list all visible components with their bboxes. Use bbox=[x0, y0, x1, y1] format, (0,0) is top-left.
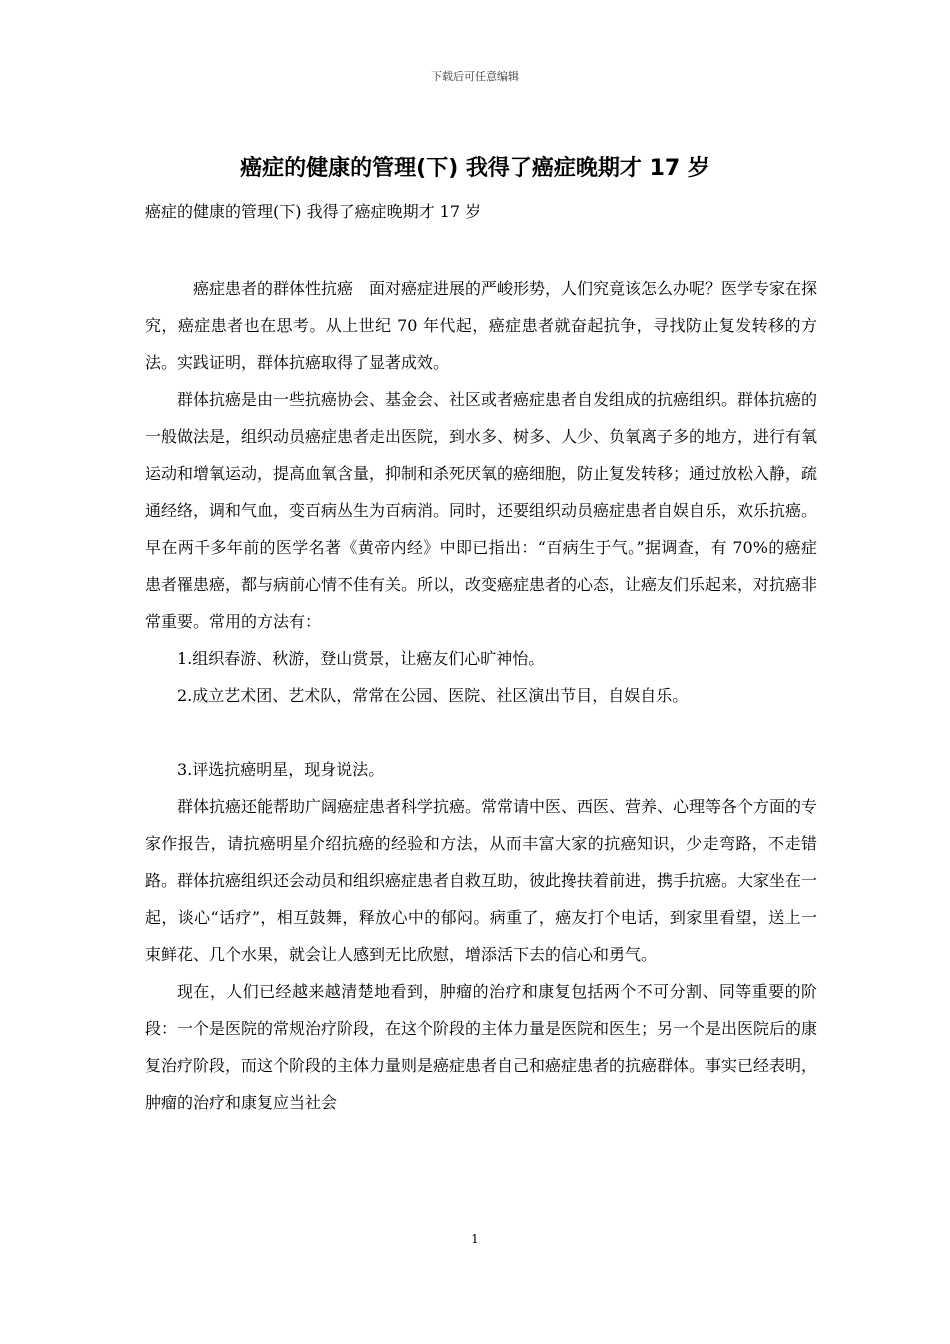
paragraph-two-stages: 现在，人们已经越来越清楚地看到，肿瘤的治疗和康复包括两个不可分割、同等重要的阶段：一个是医院的常规治疗阶段，在这个阶段的主体力量是医院和医生；另一个是出医院后的康复治疗阶段，而这个阶段的主体力量则是癌症患者自己和癌症患者的抗癌群体。事实已经表明，肿瘤的治疗和康复应当社会 bbox=[145, 982, 818, 1112]
list-item-method-3: 3.评选抗癌明星，现身说法。 bbox=[177, 760, 385, 779]
document-body bbox=[145, 270, 817, 1121]
document-title: 癌症的健康的管理(下) 我得了癌症晚期才 17 岁 bbox=[240, 156, 710, 181]
paragraph-group-anticancer: 群体抗癌是由一些抗癌协会、基金会、社区或者癌症患者自发组成的抗癌组织。群体抗癌的一般做法是，组织动员癌症患者走出医院，到水多、树多、人少、负氧离子多的地方，进行有氧运动和增氧运动，提高血氧含量，抑制和杀死厌氧的癌细胞，防止复发转移；通过放松入静，疏通经络，调和气血，变百病丛生为百病消。同时，还要组织动员癌症患者自娱自乐，欢乐抗癌。早在两千多年前的医学名著《黄帝内经》中即已指出：“百病生于气。”据调查，有 70%的癌症患者罹患癌，都与病前心情不佳有关。所以，改变癌症患者的心态，让癌友们乐起来，对抗癌非常重要。常用的方法有： bbox=[145, 390, 818, 631]
page-header-note: 下载后可任意编辑 bbox=[431, 70, 519, 83]
paragraph-scientific-anticancer: 群体抗癌还能帮助广阔癌症患者科学抗癌。常常请中医、西医、营养、心理等各个方面的专家作报告，请抗癌明星介绍抗癌的经验和方法，从而丰富大家的抗癌知识，少走弯路，不走错路。群体抗癌组织还会动员和组织癌症患者自救互助，彼此搀扶着前进，携手抗癌。大家坐在一起，谈心“话疗”，相互鼓舞，释放心中的郁闷。病重了，癌友打个电话，到家里看望，送上一束鲜花、几个水果，就会让人感到无比欣慰，增添活下去的信心和勇气。 bbox=[145, 797, 818, 964]
document-subtitle: 癌症的健康的管理(下) 我得了癌症晚期才 17 岁 bbox=[145, 202, 482, 221]
paragraph-intro: 癌症患者的群体性抗癌 面对癌症进展的严峻形势，人们究竟该怎么办呢？医学专家在探究，癌症患者也在思考。从上世纪 70 年代起，癌症患者就奋起抗争，寻找防止复发转移的方法。实践证明，群体抗癌取得了显著成效。 bbox=[145, 279, 818, 372]
list-item-method-2: 2.成立艺术团、艺术队，常常在公园、医院、社区演出节目，自娱自乐。 bbox=[177, 686, 689, 705]
page-number: 1 bbox=[471, 1232, 479, 1246]
list-item-method-1: 1.组织春游、秋游，登山赏景，让癌友们心旷神怡。 bbox=[177, 649, 545, 668]
